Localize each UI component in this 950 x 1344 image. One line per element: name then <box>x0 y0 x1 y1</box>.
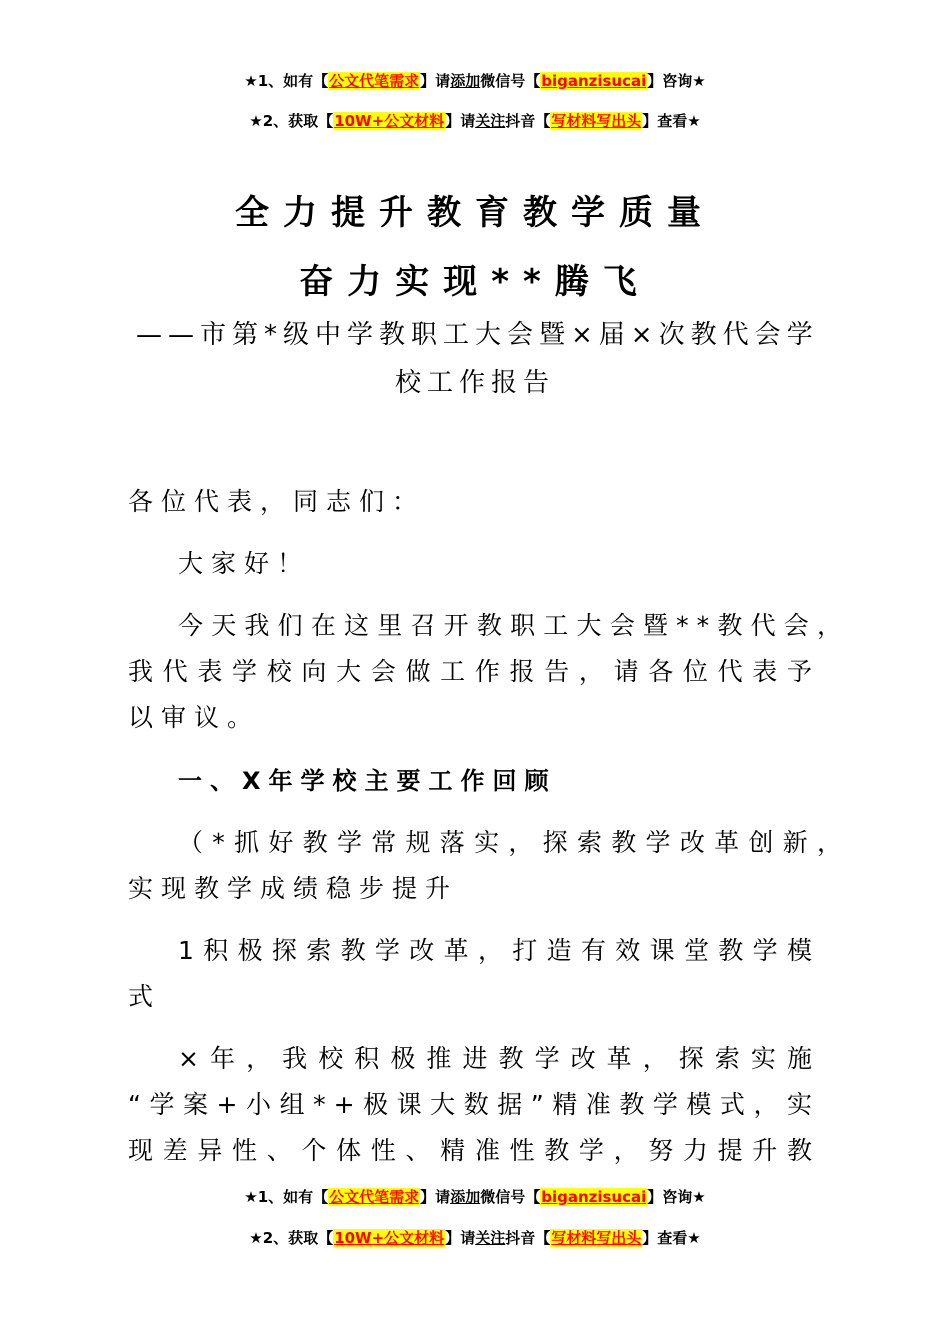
banner-text: 】请 <box>445 112 476 130</box>
ad-banner-line-2 <box>0 111 950 131</box>
banner-highlight: 公文代笔需求 <box>329 1188 420 1206</box>
doc-title-line-2: 奋力实现**腾飞 <box>299 262 651 302</box>
subsection-line-1: （*抓好教学常规落实，探索教学改革创新， <box>178 828 850 857</box>
banner-text: ★2、获取【 <box>249 112 334 130</box>
banner-text: ★2、获取【 <box>249 1229 334 1247</box>
banner-text: 抖音【 <box>505 112 551 130</box>
banner-underline: 添加 <box>450 1188 481 1206</box>
banner-text: 】请 <box>420 1188 451 1206</box>
banner-highlight: 10W+公文材料 <box>334 1229 445 1247</box>
ad-banner-line-2-bottom <box>0 1228 950 1248</box>
banner-underline: 关注 <box>475 112 506 130</box>
body-line-1: ×年，我校积极推进教学改革，探索实施 <box>178 1044 820 1073</box>
body-line-2: “学案+小组*+极课大数据”精准教学模式，实 <box>128 1090 820 1119</box>
banner-text: 】请 <box>420 72 451 90</box>
banner-text: 】查看★ <box>642 112 701 130</box>
ad-banner-line-1-bottom <box>0 1187 950 1207</box>
banner-text: 】咨询★ <box>647 1188 706 1206</box>
salutation: 各位代表，同志们： <box>128 487 426 516</box>
banner-text: ★1、如有【 <box>244 72 329 90</box>
banner-text: 微信号【 <box>480 1188 541 1206</box>
banner-text: 微信号【 <box>480 72 541 90</box>
item-line-1: 1积极探索教学改革，打造有效课堂教学模 <box>178 936 820 965</box>
banner-text: 】查看★ <box>642 1229 701 1247</box>
banner-highlight: 10W+公文材料 <box>334 112 445 130</box>
banner-highlight: 写材料写出头 <box>551 112 642 130</box>
intro-line-3: 以审议。 <box>128 703 261 732</box>
ad-banner-line-1 <box>0 71 950 91</box>
banner-highlight: 写材料写出头 <box>551 1229 642 1247</box>
intro-line-2: 我代表学校向大会做工作报告，请各位代表予 <box>128 657 820 686</box>
banner-underline: 添加 <box>450 72 481 90</box>
banner-highlight: biganzisucai <box>541 72 647 90</box>
subsection-line-2: 实现教学成绩稳步提升 <box>128 874 459 903</box>
doc-title-line-1: 全力提升教育教学质量 <box>235 193 715 233</box>
banner-text: 】咨询★ <box>647 72 706 90</box>
banner-text: 】请 <box>445 1229 476 1247</box>
banner-text: ★1、如有【 <box>244 1188 329 1206</box>
intro-line-1: 今天我们在这里召开教职工大会暨**教代会， <box>178 611 850 640</box>
greeting: 大家好！ <box>178 549 311 578</box>
banner-highlight: biganzisucai <box>541 1188 647 1206</box>
banner-text: 抖音【 <box>505 1229 551 1247</box>
section-heading-1: 一、X年学校主要工作回顾 <box>178 767 557 795</box>
body-line-3: 现差异性、个体性、精准性教学，努力提升教 <box>128 1136 820 1165</box>
banner-highlight: 公文代笔需求 <box>329 72 420 90</box>
item-line-2: 式 <box>128 982 162 1011</box>
doc-subtitle-line-2: 校工作报告 <box>394 368 555 398</box>
banner-underline: 关注 <box>475 1229 506 1247</box>
doc-subtitle-line-1: ——市第*级中学教职工大会暨×届×次教代会学 <box>136 320 819 350</box>
